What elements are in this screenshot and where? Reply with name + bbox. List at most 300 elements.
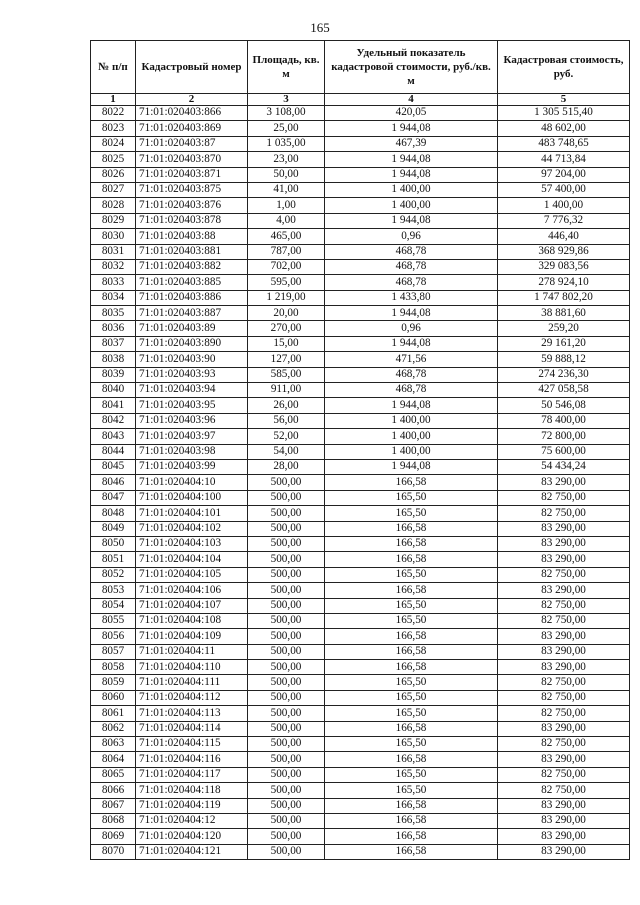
- row-number-cell: 8056: [91, 629, 136, 644]
- table-row: [91, 444, 630, 459]
- specific-value-cell: 1 400,00: [325, 413, 498, 428]
- area-cell: 1 035,00: [248, 136, 325, 151]
- specific-value-cell: 467,39: [325, 136, 498, 151]
- specific-value-cell: 1 433,80: [325, 290, 498, 305]
- specific-value-cell: 166,58: [325, 475, 498, 490]
- cadastral-cost-cell: 446,40: [498, 229, 630, 244]
- cadastral-cost-cell: 59 888,12: [498, 352, 630, 367]
- table-row: [91, 352, 630, 367]
- area-cell: 500,00: [248, 506, 325, 521]
- cadastral-number-cell: 71:01:020404:116: [136, 752, 248, 767]
- cadastral-cost-cell: 83 290,00: [498, 844, 630, 859]
- table-row: [91, 290, 630, 305]
- row-number-cell: 8040: [91, 383, 136, 398]
- cadastral-cost-cell: 82 750,00: [498, 737, 630, 752]
- specific-value-cell: 468,78: [325, 259, 498, 274]
- table-row: [91, 383, 630, 398]
- cadastral-cost-cell: 427 058,58: [498, 383, 630, 398]
- cadastral-cost-cell: 1 305 515,40: [498, 106, 630, 121]
- cadastral-number-cell: 71:01:020404:119: [136, 798, 248, 813]
- table-row: [91, 829, 630, 844]
- header-cadastral-number: Кадастровый номер: [136, 41, 248, 94]
- cadastral-cost-cell: 54 434,24: [498, 459, 630, 474]
- area-cell: 20,00: [248, 306, 325, 321]
- cadastral-number-cell: 71:01:020403:881: [136, 244, 248, 259]
- cadastral-number-cell: 71:01:020404:105: [136, 567, 248, 582]
- cadastral-number-cell: 71:01:020403:95: [136, 398, 248, 413]
- cadastral-cost-cell: 82 750,00: [498, 490, 630, 505]
- table-row: [91, 690, 630, 705]
- row-number-cell: 8052: [91, 567, 136, 582]
- table-row: [91, 321, 630, 336]
- specific-value-cell: 166,58: [325, 844, 498, 859]
- cadastral-cost-cell: 83 290,00: [498, 521, 630, 536]
- area-cell: 500,00: [248, 813, 325, 828]
- specific-value-cell: 165,50: [325, 506, 498, 521]
- cadastral-cost-cell: 72 800,00: [498, 429, 630, 444]
- column-number: 4: [325, 94, 498, 106]
- cadastral-cost-cell: 1 400,00: [498, 198, 630, 213]
- page-number: 165: [310, 20, 330, 35]
- specific-value-cell: 166,58: [325, 521, 498, 536]
- specific-value-cell: 1 944,08: [325, 306, 498, 321]
- table-row: [91, 660, 630, 675]
- row-number-cell: 8025: [91, 152, 136, 167]
- row-number-cell: 8059: [91, 675, 136, 690]
- specific-value-cell: 1 944,08: [325, 459, 498, 474]
- table-row: [91, 644, 630, 659]
- table-row: [91, 613, 630, 628]
- area-cell: 465,00: [248, 229, 325, 244]
- cadastral-cost-cell: 278 924,10: [498, 275, 630, 290]
- specific-value-cell: 165,50: [325, 490, 498, 505]
- specific-value-cell: 165,50: [325, 783, 498, 798]
- area-cell: 127,00: [248, 352, 325, 367]
- specific-value-cell: 1 944,08: [325, 213, 498, 228]
- area-cell: 56,00: [248, 413, 325, 428]
- row-number-cell: 8069: [91, 829, 136, 844]
- cadastral-number-cell: 71:01:020403:882: [136, 259, 248, 274]
- specific-value-cell: 165,50: [325, 690, 498, 705]
- specific-value-cell: 1 944,08: [325, 121, 498, 136]
- row-number-cell: 8035: [91, 306, 136, 321]
- cadastral-cost-cell: 29 161,20: [498, 336, 630, 351]
- cadastral-cost-cell: 7 776,32: [498, 213, 630, 228]
- row-number-cell: 8063: [91, 737, 136, 752]
- specific-value-cell: 0,96: [325, 229, 498, 244]
- area-cell: 54,00: [248, 444, 325, 459]
- cadastral-cost-cell: 82 750,00: [498, 613, 630, 628]
- area-cell: 1,00: [248, 198, 325, 213]
- cadastral-number-cell: 71:01:020404:102: [136, 521, 248, 536]
- row-number-cell: 8027: [91, 182, 136, 197]
- area-cell: 500,00: [248, 783, 325, 798]
- table-row: [91, 737, 630, 752]
- cadastral-number-cell: 71:01:020403:875: [136, 182, 248, 197]
- specific-value-cell: 0,96: [325, 321, 498, 336]
- row-number-cell: 8060: [91, 690, 136, 705]
- area-cell: 50,00: [248, 167, 325, 182]
- cadastral-number-cell: 71:01:020403:886: [136, 290, 248, 305]
- cadastral-number-cell: 71:01:020403:878: [136, 213, 248, 228]
- cadastral-number-cell: 71:01:020404:12: [136, 813, 248, 828]
- specific-value-cell: 468,78: [325, 367, 498, 382]
- area-cell: 500,00: [248, 660, 325, 675]
- specific-value-cell: 166,58: [325, 583, 498, 598]
- row-number-cell: 8026: [91, 167, 136, 182]
- table-row: [91, 752, 630, 767]
- table-row: [91, 229, 630, 244]
- row-number-cell: 8053: [91, 583, 136, 598]
- table-row: [91, 413, 630, 428]
- specific-value-cell: 1 944,08: [325, 336, 498, 351]
- table-row: [91, 459, 630, 474]
- row-number-cell: 8038: [91, 352, 136, 367]
- specific-value-cell: 166,58: [325, 629, 498, 644]
- area-cell: 500,00: [248, 613, 325, 628]
- specific-value-cell: 165,50: [325, 706, 498, 721]
- row-number-cell: 8064: [91, 752, 136, 767]
- table-row: [91, 675, 630, 690]
- cadastral-cost-cell: 368 929,86: [498, 244, 630, 259]
- table-row: [91, 521, 630, 536]
- table-row: [91, 629, 630, 644]
- row-number-cell: 8031: [91, 244, 136, 259]
- row-number-cell: 8048: [91, 506, 136, 521]
- row-number-cell: 8037: [91, 336, 136, 351]
- row-number-cell: 8057: [91, 644, 136, 659]
- row-number-cell: 8065: [91, 767, 136, 782]
- row-number-cell: 8067: [91, 798, 136, 813]
- area-cell: 500,00: [248, 644, 325, 659]
- table-row: [91, 783, 630, 798]
- cadastral-number-cell: 71:01:020404:121: [136, 844, 248, 859]
- cadastral-number-cell: 71:01:020403:90: [136, 352, 248, 367]
- table-row: [91, 490, 630, 505]
- cadastral-number-cell: 71:01:020403:890: [136, 336, 248, 351]
- area-cell: 52,00: [248, 429, 325, 444]
- cadastral-number-cell: 71:01:020403:94: [136, 383, 248, 398]
- area-cell: 500,00: [248, 844, 325, 859]
- area-cell: 595,00: [248, 275, 325, 290]
- cadastral-cost-cell: 483 748,65: [498, 136, 630, 151]
- cadastral-number-cell: 71:01:020403:87: [136, 136, 248, 151]
- cadastral-number-cell: 71:01:020404:109: [136, 629, 248, 644]
- cadastral-number-cell: 71:01:020403:98: [136, 444, 248, 459]
- row-number-cell: 8034: [91, 290, 136, 305]
- specific-value-cell: 1 400,00: [325, 182, 498, 197]
- cadastral-cost-cell: 82 750,00: [498, 783, 630, 798]
- specific-value-cell: 468,78: [325, 275, 498, 290]
- header-specific-value: Удельный показатель кадастровой стоимости, руб./кв. м: [325, 41, 498, 94]
- area-cell: 500,00: [248, 583, 325, 598]
- cadastral-number-cell: 71:01:020404:111: [136, 675, 248, 690]
- cadastral-number-cell: 71:01:020404:120: [136, 829, 248, 844]
- table-row: [91, 306, 630, 321]
- row-number-cell: 8036: [91, 321, 136, 336]
- specific-value-cell: 165,50: [325, 613, 498, 628]
- table-row: [91, 182, 630, 197]
- specific-value-cell: 166,58: [325, 829, 498, 844]
- specific-value-cell: 1 400,00: [325, 429, 498, 444]
- column-number: 5: [498, 94, 630, 106]
- column-number: 3: [248, 94, 325, 106]
- cadastral-cost-cell: 82 750,00: [498, 567, 630, 582]
- area-cell: 500,00: [248, 690, 325, 705]
- table-row: [91, 429, 630, 444]
- table-row: [91, 567, 630, 582]
- row-number-cell: 8032: [91, 259, 136, 274]
- specific-value-cell: 166,58: [325, 660, 498, 675]
- table-row: [91, 552, 630, 567]
- cadastral-number-cell: 71:01:020404:117: [136, 767, 248, 782]
- cadastral-cost-cell: 83 290,00: [498, 629, 630, 644]
- cadastral-cost-cell: 329 083,56: [498, 259, 630, 274]
- cadastral-cost-cell: 83 290,00: [498, 552, 630, 567]
- specific-value-cell: 166,58: [325, 752, 498, 767]
- cadastral-number-cell: 71:01:020404:11: [136, 644, 248, 659]
- row-number-cell: 8039: [91, 367, 136, 382]
- area-cell: 500,00: [248, 629, 325, 644]
- specific-value-cell: 166,58: [325, 552, 498, 567]
- area-cell: 500,00: [248, 598, 325, 613]
- header-row-number: № п/п: [91, 41, 136, 94]
- row-number-cell: 8046: [91, 475, 136, 490]
- specific-value-cell: 471,56: [325, 352, 498, 367]
- row-number-cell: 8049: [91, 521, 136, 536]
- area-cell: 3 108,00: [248, 106, 325, 121]
- cadastral-cost-cell: 83 290,00: [498, 536, 630, 551]
- area-cell: 500,00: [248, 752, 325, 767]
- cadastral-number-cell: 71:01:020404:114: [136, 721, 248, 736]
- table-row: [91, 583, 630, 598]
- column-number-row: [91, 94, 630, 106]
- area-cell: 911,00: [248, 383, 325, 398]
- specific-value-cell: 165,50: [325, 737, 498, 752]
- cadastral-number-cell: 71:01:020403:93: [136, 367, 248, 382]
- cadastral-cost-cell: 1 747 802,20: [498, 290, 630, 305]
- specific-value-cell: 468,78: [325, 244, 498, 259]
- area-cell: 500,00: [248, 721, 325, 736]
- table-row: [91, 813, 630, 828]
- cadastral-number-cell: 71:01:020404:106: [136, 583, 248, 598]
- area-cell: 4,00: [248, 213, 325, 228]
- table-row: [91, 244, 630, 259]
- row-number-cell: 8022: [91, 106, 136, 121]
- cadastral-number-cell: 71:01:020404:107: [136, 598, 248, 613]
- cadastral-cost-cell: 38 881,60: [498, 306, 630, 321]
- row-number-cell: 8055: [91, 613, 136, 628]
- cadastral-number-cell: 71:01:020403:887: [136, 306, 248, 321]
- area-cell: 500,00: [248, 475, 325, 490]
- cadastral-cost-cell: 75 600,00: [498, 444, 630, 459]
- row-number-cell: 8062: [91, 721, 136, 736]
- header-row: [91, 41, 630, 94]
- specific-value-cell: 166,58: [325, 536, 498, 551]
- row-number-cell: 8023: [91, 121, 136, 136]
- area-cell: 500,00: [248, 767, 325, 782]
- specific-value-cell: 166,58: [325, 721, 498, 736]
- area-cell: 500,00: [248, 829, 325, 844]
- area-cell: 500,00: [248, 552, 325, 567]
- table-row: [91, 152, 630, 167]
- cadastral-cost-cell: 78 400,00: [498, 413, 630, 428]
- cadastral-number-cell: 71:01:020403:870: [136, 152, 248, 167]
- row-number-cell: 8066: [91, 783, 136, 798]
- cadastral-cost-cell: 83 290,00: [498, 644, 630, 659]
- area-cell: 15,00: [248, 336, 325, 351]
- row-number-cell: 8030: [91, 229, 136, 244]
- cadastral-number-cell: 71:01:020404:101: [136, 506, 248, 521]
- cadastral-cost-cell: 83 290,00: [498, 752, 630, 767]
- cadastral-value-table: [90, 40, 630, 860]
- row-number-cell: 8047: [91, 490, 136, 505]
- table-body: [91, 106, 630, 860]
- specific-value-cell: 165,50: [325, 567, 498, 582]
- table-row: [91, 336, 630, 351]
- cadastral-cost-cell: 82 750,00: [498, 675, 630, 690]
- cadastral-cost-cell: 82 750,00: [498, 767, 630, 782]
- row-number-cell: 8024: [91, 136, 136, 151]
- cadastral-number-cell: 71:01:020404:113: [136, 706, 248, 721]
- cadastral-number-cell: 71:01:020404:104: [136, 552, 248, 567]
- area-cell: 500,00: [248, 567, 325, 582]
- cadastral-number-cell: 71:01:020403:88: [136, 229, 248, 244]
- specific-value-cell: 1 944,08: [325, 398, 498, 413]
- specific-value-cell: 166,58: [325, 813, 498, 828]
- row-number-cell: 8029: [91, 213, 136, 228]
- cadastral-number-cell: 71:01:020404:112: [136, 690, 248, 705]
- specific-value-cell: 165,50: [325, 675, 498, 690]
- area-cell: 787,00: [248, 244, 325, 259]
- area-cell: 26,00: [248, 398, 325, 413]
- table-row: [91, 367, 630, 382]
- cadastral-cost-cell: 83 290,00: [498, 829, 630, 844]
- cadastral-number-cell: 71:01:020403:89: [136, 321, 248, 336]
- specific-value-cell: 166,58: [325, 798, 498, 813]
- area-cell: 500,00: [248, 737, 325, 752]
- specific-value-cell: 420,05: [325, 106, 498, 121]
- area-cell: 1 219,00: [248, 290, 325, 305]
- cadastral-number-cell: 71:01:020404:115: [136, 737, 248, 752]
- specific-value-cell: 1 400,00: [325, 444, 498, 459]
- header-cadastral-cost: Кадастровая стоимость, руб.: [498, 41, 630, 94]
- cadastral-number-cell: 71:01:020403:97: [136, 429, 248, 444]
- header-area: Площадь, кв. м: [248, 41, 325, 94]
- area-cell: 25,00: [248, 121, 325, 136]
- cadastral-cost-cell: 44 713,84: [498, 152, 630, 167]
- cadastral-number-cell: 71:01:020404:118: [136, 783, 248, 798]
- area-cell: 500,00: [248, 706, 325, 721]
- row-number-cell: 8051: [91, 552, 136, 567]
- table-row: [91, 844, 630, 859]
- table-row: [91, 106, 630, 121]
- cadastral-number-cell: 71:01:020404:100: [136, 490, 248, 505]
- cadastral-number-cell: 71:01:020404:103: [136, 536, 248, 551]
- area-cell: 500,00: [248, 798, 325, 813]
- area-cell: 702,00: [248, 259, 325, 274]
- row-number-cell: 8050: [91, 536, 136, 551]
- cadastral-number-cell: 71:01:020403:869: [136, 121, 248, 136]
- cadastral-cost-cell: 83 290,00: [498, 798, 630, 813]
- cadastral-cost-cell: 57 400,00: [498, 182, 630, 197]
- cadastral-cost-cell: 83 290,00: [498, 475, 630, 490]
- row-number-cell: 8028: [91, 198, 136, 213]
- table-row: [91, 706, 630, 721]
- table-row: [91, 536, 630, 551]
- table-row: [91, 167, 630, 182]
- cadastral-number-cell: 71:01:020403:99: [136, 459, 248, 474]
- cadastral-cost-cell: 48 602,00: [498, 121, 630, 136]
- area-cell: 28,00: [248, 459, 325, 474]
- specific-value-cell: 1 944,08: [325, 152, 498, 167]
- table-row: [91, 275, 630, 290]
- cadastral-number-cell: 71:01:020404:10: [136, 475, 248, 490]
- row-number-cell: 8042: [91, 413, 136, 428]
- cadastral-cost-cell: 259,20: [498, 321, 630, 336]
- table-row: [91, 506, 630, 521]
- cadastral-cost-cell: 82 750,00: [498, 706, 630, 721]
- row-number-cell: 8043: [91, 429, 136, 444]
- area-cell: 500,00: [248, 490, 325, 505]
- row-number-cell: 8033: [91, 275, 136, 290]
- row-number-cell: 8045: [91, 459, 136, 474]
- specific-value-cell: 1 400,00: [325, 198, 498, 213]
- cadastral-cost-cell: 83 290,00: [498, 583, 630, 598]
- column-number: 2: [136, 94, 248, 106]
- specific-value-cell: 165,50: [325, 767, 498, 782]
- specific-value-cell: 165,50: [325, 598, 498, 613]
- table-row: [91, 798, 630, 813]
- cadastral-cost-cell: 50 546,08: [498, 398, 630, 413]
- table-row: [91, 136, 630, 151]
- table-row: [91, 475, 630, 490]
- row-number-cell: 8061: [91, 706, 136, 721]
- cadastral-cost-cell: 274 236,30: [498, 367, 630, 382]
- table-row: [91, 198, 630, 213]
- area-cell: 500,00: [248, 536, 325, 551]
- cadastral-cost-cell: 83 290,00: [498, 813, 630, 828]
- cadastral-cost-cell: 97 204,00: [498, 167, 630, 182]
- table-row: [91, 598, 630, 613]
- cadastral-cost-cell: 82 750,00: [498, 598, 630, 613]
- cadastral-number-cell: 71:01:020403:866: [136, 106, 248, 121]
- cadastral-number-cell: 71:01:020404:108: [136, 613, 248, 628]
- specific-value-cell: 166,58: [325, 644, 498, 659]
- row-number-cell: 8058: [91, 660, 136, 675]
- table-row: [91, 721, 630, 736]
- row-number-cell: 8068: [91, 813, 136, 828]
- cadastral-cost-cell: 83 290,00: [498, 660, 630, 675]
- table-row: [91, 398, 630, 413]
- cadastral-cost-cell: 82 750,00: [498, 506, 630, 521]
- table-row: [91, 121, 630, 136]
- area-cell: 500,00: [248, 675, 325, 690]
- area-cell: 270,00: [248, 321, 325, 336]
- row-number-cell: 8041: [91, 398, 136, 413]
- row-number-cell: 8044: [91, 444, 136, 459]
- cadastral-number-cell: 71:01:020403:871: [136, 167, 248, 182]
- cadastral-cost-cell: 82 750,00: [498, 690, 630, 705]
- table-row: [91, 213, 630, 228]
- area-cell: 585,00: [248, 367, 325, 382]
- area-cell: 500,00: [248, 521, 325, 536]
- specific-value-cell: 1 944,08: [325, 167, 498, 182]
- table-row: [91, 767, 630, 782]
- cadastral-number-cell: 71:01:020403:885: [136, 275, 248, 290]
- cadastral-number-cell: 71:01:020404:110: [136, 660, 248, 675]
- table-row: [91, 259, 630, 274]
